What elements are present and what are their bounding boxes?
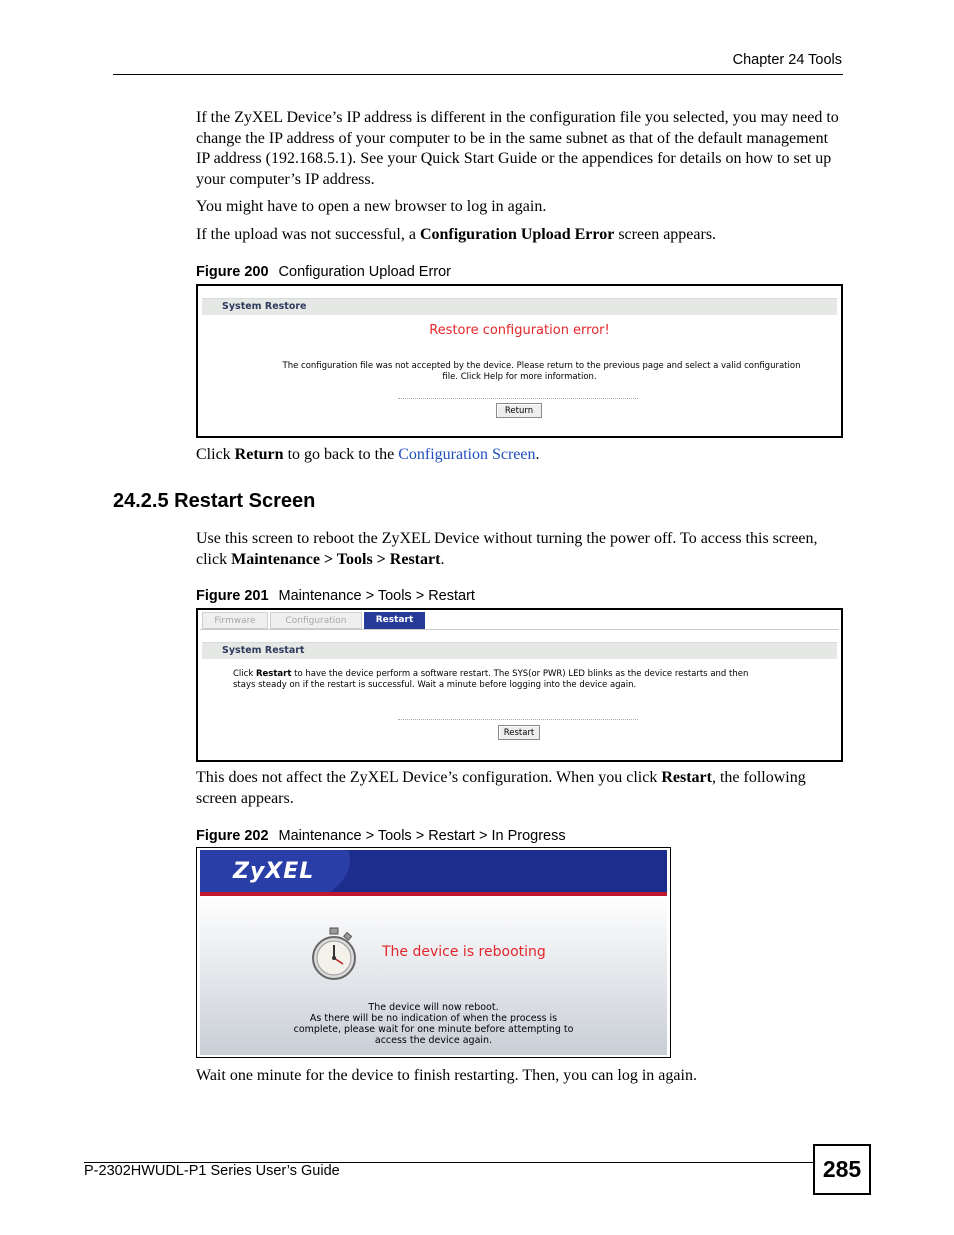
closing-paragraph: Wait one minute for the device to finish restarting. Then, you can log in again.	[196, 1067, 697, 1084]
figure-202-screenshot	[196, 847, 671, 1058]
header-rule	[113, 74, 843, 75]
rebooting-status: The device is rebooting	[382, 944, 546, 960]
footer-guide-title: P-2302HWUDL-P1 Series User’s Guide	[84, 1163, 340, 1179]
zyxel-logo: ZyXEL	[233, 859, 315, 884]
restart-message-line-2: stays steady on if the restart is successful. Wait a minute before logging into the device again.	[233, 680, 637, 690]
intro-paragraph-2: You might have to open a new browser to log in again.	[196, 198, 547, 215]
intro-paragraph-1: If the ZyXEL Device’s IP address is different in the configuration file you selected, you may need to change the IP address of your computer to be in the same subnet as that of the default management IP address (192.168.5.1). See your Quick Start Guide or the appendices for details on how to set up your computer’s IP address.	[196, 109, 839, 188]
tab-configuration[interactable]: Configuration	[270, 612, 362, 629]
error-title: Restore configuration error!	[429, 323, 610, 338]
tab-firmware[interactable]: Firmware	[202, 612, 268, 629]
intro-paragraph-3: If the upload was not successful, a Configuration Upload Error screen appears.	[196, 226, 717, 243]
reboot-note-line-3: complete, please wait for one minute before attempting to	[293, 1024, 574, 1035]
reboot-note-line-1: The device will now reboot.	[368, 1002, 499, 1013]
section-heading: 24.2.5 Restart Screen	[113, 490, 316, 512]
figure-200-caption: Figure 200 Configuration Upload Error	[196, 264, 452, 280]
restart-intro-paragraph: Use this screen to reboot the ZyXEL Device without turning the power off. To access this screen, click Maintenance > Tools > Restart.	[196, 530, 818, 568]
section-title: System Restart	[222, 645, 305, 656]
content-area	[200, 896, 667, 1055]
figure-200-screenshot	[196, 284, 843, 438]
chapter-header: Chapter 24 Tools	[732, 52, 842, 68]
zyxel-banner	[200, 850, 667, 892]
restart-button[interactable]: Restart	[498, 725, 540, 740]
error-message-line-2: file. Click Help for more information.	[442, 372, 597, 382]
tab-restart[interactable]: Restart	[364, 612, 425, 629]
return-instruction: Click Return to go back to the Configuration Screen.	[196, 446, 540, 463]
restart-message-line-1: Click Restart to have the device perform a software restart. The SYS(or PWR) LED blinks as the device restarts and then	[233, 669, 749, 679]
reboot-note-line-2: As there will be no indication of when the process is	[309, 1013, 558, 1024]
figure-201-caption: Figure 201 Maintenance > Tools > Restart	[196, 588, 475, 604]
page-number: 285	[813, 1144, 871, 1195]
tab-strip-underline	[200, 629, 839, 630]
error-message-line-1: The configuration file was not accepted by the device. Please return to the previous page and select a valid configuration	[282, 361, 801, 371]
configuration-screen-link[interactable]: Configuration Screen	[398, 446, 536, 463]
reboot-note-line-4: access the device again.	[374, 1035, 493, 1046]
figure-201-screenshot	[196, 608, 843, 762]
restart-effect-paragraph: This does not affect the ZyXEL Device’s configuration. When you click Restart, the following screen appears.	[196, 769, 806, 807]
section-title-bar	[202, 642, 837, 659]
stopwatch-icon	[310, 926, 358, 982]
dotted-divider	[398, 398, 638, 399]
figure-202-caption: Figure 202 Maintenance > Tools > Restart > In Progress	[196, 828, 566, 844]
section-title: System Restore	[222, 301, 307, 312]
return-button[interactable]: Return	[496, 403, 542, 418]
dotted-divider	[398, 719, 638, 720]
section-title-bar	[202, 298, 837, 315]
